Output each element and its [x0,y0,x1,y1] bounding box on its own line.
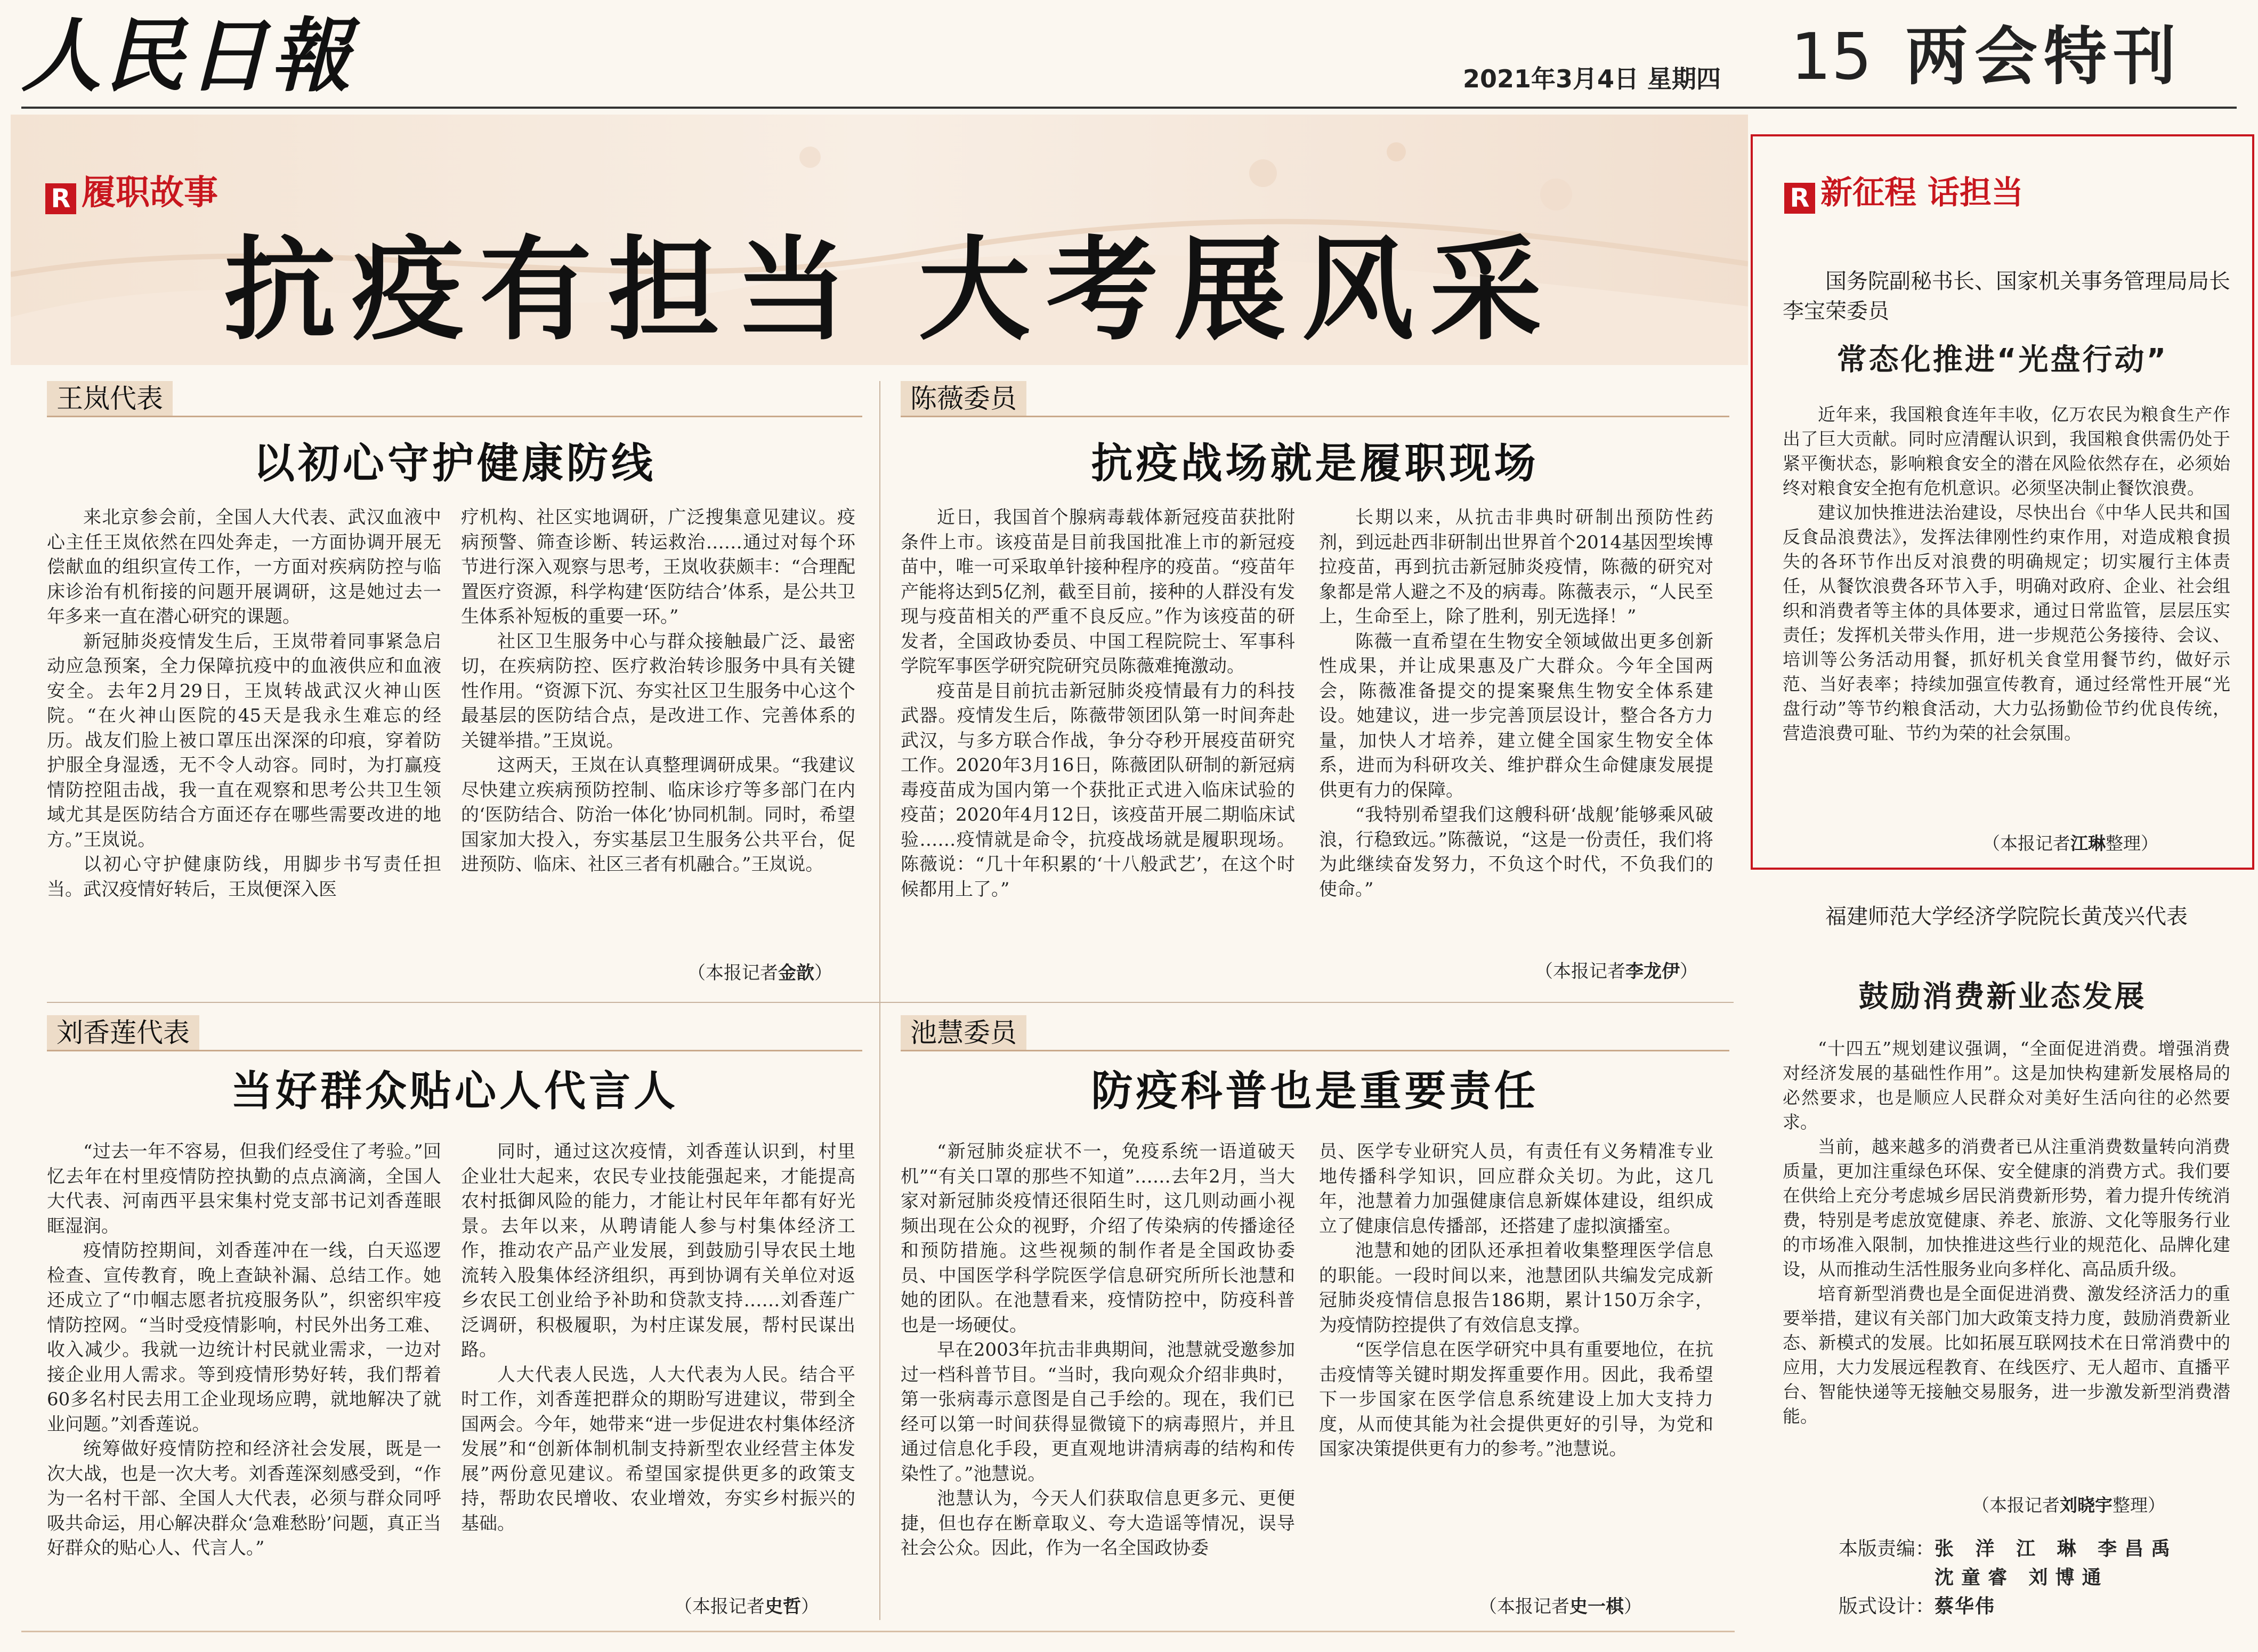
paragraph: 来北京参会前，全国人大代表、武汉血液中心主任王岚依然在四处奔走，一方面协调开展无偿献血的组织宣传工作，一方面对疾病防控与临床诊治有机衔接的问题开展调研，这是她过去一年多来一直在潜心研究的课题。 [47,507,441,627]
paragraph: 这两天，王岚在认真整理调研成果。“我建议尽快建立疾病预防控制、临床诊疗等多部门在内的‘医防结合、防治一体化’协同机制。同时，希望国家加大投入，夯实基层卫生服务公共平台，促进预防、临床、社区三者有机融合。”王岚说。 [461,755,855,875]
paragraph: 长期以来，从抗击非典时研制出预防性药剂，到远赴西非研制出世界首个2014基因型埃博拉疫苗，再到抗击新冠肺炎疫情，陈薇的研究对象都是常人避之不及的病毒。陈薇表示，“人民至上，生命至上，除了胜利，别无选择！” [1319,507,1713,627]
story-body-chihui-col1 [901,1139,1295,1619]
paragraph: 员、医学专业研究人员，有责任有义务精准专业地传播科学知识，回应群众关切。为此，这几年，池慧着力加强健康信息新媒体建设，组织成立了健康信息传播部，还搭建了虚拟演播室。 [1319,1141,1713,1237]
paragraph: 统筹做好疫情防控和经济社会发展，既是一次大战，也是一次大考。刘香莲深刻感受到，“作为一名村干部、全国人大代表，必须与群众同呼吸共命运，用心解决群众‘急难愁盼’问题，真正当好群众的贴心人、代言人。” [47,1438,441,1559]
story-body-chihui-col2 [1319,1139,1713,1576]
r-badge-icon: R [45,183,76,214]
reporter-name: 刘晓宇 [2060,1495,2113,1516]
feature-kicker [45,172,218,214]
newspaper-logo: 人民日報 [21,9,354,103]
paragraph: 疗机构、社区实地调研，广泛搜集意见建议。疫病预警、筛查诊断、转运救治……通过对每个环节进行深入观察与思考，王岚收获颇丰：“合理配置医疗资源，科学构建‘医防结合’体系，是公共卫生体系补短板的重要一环。” [461,507,855,627]
paragraph: 近日，我国首个腺病毒载体新冠疫苗获批附条件上市。该疫苗是目前我国批准上市的新冠疫苗中，唯一可采取单针接种程序的疫苗。“疫苗年产能将达到5亿剂，截至目前，接种的人群没有发现与疫苗相关的严重不良反应。”作为该疫苗的研发者，全国政协委员、中国工程院院士、军事科学院军事医学研究院研究员陈薇难掩激动。 [901,507,1295,677]
feature-headline: 抗疫有担当 大考展风采 [224,225,1558,355]
column-divider [879,381,880,1620]
reporter-name: 李龙伊 [1625,961,1680,982]
sidebar-story2-body [1783,1036,2230,1495]
section-divider [47,1002,1734,1003]
byline-sidebar1: （本报记者江琳整理） [1982,833,2158,854]
story-headline-liuxianglian: 当好群众贴心人代言人 [230,1067,678,1115]
paragraph: 人大代表人民选，人大代表为人民。结合平时工作，刘香莲把群众的期盼写进建议，带到全国两会。今年，她带来“进一步促进农村集体经济发展”和“创新体制机制支持新型农业经营主体发展”两份意见建议。希望国家提供更多的政策支持，帮助农民增收、农业增效，夯实乡村振兴的基础。 [461,1364,855,1534]
paragraph: 近年来，我国粮食连年丰收，亿万农民为粮食生产作出了巨大贡献。同时应清醒认识到，我国粮食供需仍处于紧平衡状态，影响粮食安全的潜在风险依然存在，必须始终对粮食安全抱有危机意识。必须坚决制止餐饮浪费。 [1783,404,2230,498]
story-body-wanglan-col2 [461,505,855,953]
byline-chihui: （本报记者史一棋） [1479,1596,1642,1617]
byline-chenwei: （本报记者李龙伊） [1535,961,1698,982]
sidebar-story2-headline: 鼓励消费新业态发展 [1858,979,2147,1014]
paragraph: 同时，通过这次疫情，刘香莲认识到，村里企业壮大起来，农民专业技能强起来，才能提高农村抵御风险的能力，才能让村民年年都有好光景。去年以来，从聘请能人参与村集体经济工作，推动农产品产业发展，到鼓励引导农民土地流转入股集体经济组织，再到协调有关单位对返乡农民工创业给予补助和贷款支持……刘香莲广泛调研，积极履职，为村庄谋发展，帮村民谋出路。 [461,1141,855,1361]
paragraph: “十四五”规划建议强调，“全面促进消费。增强消费对经济发展的基础性作用”。这是加快构建新发展格局的必然要求，也是顺应人民群众对美好生活向往的必然要求。 [1783,1038,2230,1132]
sidebar-story1-body [1783,402,2230,823]
sidebar-story2-intro: 福建师范大学经济学院院长黄茂兴代表 [1825,904,2188,929]
story-headline-chenwei: 抗疫战场就是履职现场 [1091,439,1539,488]
page-number: 15 [1791,20,1872,94]
paragraph: 培育新型消费也是全面促进消费、激发经济活力的重要举措，建议有关部门加大政策支持力度，鼓励消费新业态、新模式的发展。比如拓展互联网技术在日常消费中的应用，大力发展远程教育、在线医疗、无人超市、直播平台、智能快递等无接触交易服务，进一步激发新型消费潜能。 [1783,1283,2230,1427]
section-title: 两会特刊 [1905,20,2183,93]
story-tag-wanglan: 王岚代表 [47,381,173,416]
credits-editors-label: 本版责编： [1839,1538,1935,1560]
paragraph: 陈薇一直希望在生物安全领域做出更多创新性成果，并让成果惠及广大群众。今年全国两会，陈薇准备提交的提案聚焦生物安全体系建设。她建议，进一步完善顶层设计，整合各方力量，加快人才培养，建立健全国家生物安全体系，进而为科研攻关、维护群众生命健康发展提供更有力的保障。 [1319,630,1713,801]
paragraph: 当前，越来越多的消费者已从注重消费数量转向消费质量，更加注重绿色环保、安全健康的消费方式。我们要在供给上充分考虑城乡居民消费新形势，着力提升传统消费，特别是考虑放宽健康、养老、旅游、文化等服务行业的市场准入限制，加快推进这些行业的规范化、品牌化建设，从而推动生活性服务业向多样化、高品质升级。 [1783,1136,2230,1280]
story-body-liuxianglian-col2 [461,1139,855,1587]
reporter-name: 史一棋 [1569,1596,1624,1617]
feature-kicker-label: 履职故事 [82,173,218,213]
credits-design-label: 版式设计： [1839,1596,1935,1617]
tag-rule [901,1050,1729,1051]
story-body-chenwei-col1 [901,505,1295,990]
paragraph: 以初心守护健康防线，用脚步书写责任担当。武汉疫情好转后，王岚便深入医 [47,854,441,900]
story-headline-wanglan: 以初心守护健康防线 [253,439,656,488]
credits-designer: 蔡华伟 [1935,1596,1996,1617]
paragraph: 建议加快推进法治建设，尽快出台《中华人民共和国反食品浪费法》，发挥法律刚性约束作用，对造成粮食损失的各环节作出反对浪费的明确规定；切实履行主体责任，从餐饮浪费各环节入手，明确对政府、企业、社会组织和消费者等主体的具体要求，通过日常监管，层层压实责任；发挥机关带头作用，进一步规范公务接待、会议、培训等公务活动用餐，抓好机关食堂用餐节约，做好示范、当好表率；持续加强宣传教育，通过经常性开展“光盘行动”等节约粮食活动，大力弘扬勤俭节约优良传统，营造浪费可耻、节约为荣的社会氛围。 [1783,502,2230,743]
paragraph: 疫苗是目前抗击新冠肺炎疫情最有力的科技武器。疫情发生后，陈薇带领团队第一时间奔赴武汉，与多方联合作战，争分夺秒开展疫苗研究工作。2020年3月16日，陈薇团队研制的新冠病毒疫苗成为国内第一个获批正式进入临床试验的疫苗；2020年4月12日，该疫苗开展二期临床试验……疫情就是命令，抗疫战场就是履职现场。陈薇说：“几十年积累的‘十八般武艺’，在这个时候都用上了。” [901,680,1295,900]
credits-editors: 张 洋 江 琳 李昌禹 [1935,1538,2178,1560]
credits-editors-2: 沈童睿 刘博通 [1935,1567,2109,1589]
story-body-wanglan-col1 [47,505,441,995]
sidebar-kicker [1784,172,2024,214]
sidebar-kicker-label: 新征程 话担当 [1820,174,2024,212]
byline-liuxianglian: （本报记者史哲） [674,1596,819,1617]
sidebar-story1-headline: 常态化推进“光盘行动” [1836,343,2168,377]
sidebar-story1-intro: 国务院副秘书长、国家机关事务管理局局长李宝荣委员 [1783,269,2230,323]
bottom-rule [21,1631,1735,1632]
story-tag-chenwei: 陈薇委员 [901,381,1026,416]
story-tag-chihui: 池慧委员 [901,1015,1026,1050]
tag-rule [47,416,862,417]
paragraph: “医学信息在医学研究中具有重要地位，在抗击疫情等关键时期发挥重要作用。因此，我希望下一步国家在医学信息系统建设上加大支持力度，从而使其能为社会提供更好的引导，为党和国家决策提供更有力的参考。”池慧说。 [1319,1339,1713,1460]
masthead-rule [21,107,2237,109]
paragraph: 池慧认为，今天人们获取信息更多元、更便捷，但也存在断章取义、夸大造谣等情况，误导社会公众。因此，作为一名全国政协委 [901,1488,1295,1559]
paragraph: 疫情防控期间，刘香莲冲在一线，白天巡逻检查、宣传教育，晚上查缺补漏、总结工作。她还成立了“巾帼志愿者抗疫服务队”，织密织牢疫情防控网。“当时受疫情影响，村民外出务工难、收入减少。我就一边统计村民就业需求，一边对接企业用人需求。等到疫情形势好转，我们帮着60多名村民去用工企业现场应聘，就地解决了就业问题。”刘香莲说。 [47,1240,441,1435]
story-tag-liuxianglian: 刘香莲代表 [47,1015,199,1050]
paragraph: 早在2003年抗击非典期间，池慧就受邀参加过一档科普节目。“当时，我向观众介绍非典时，第一张病毒示意图是自己手绘的。现在，我们已经可以第一时间获得显微镜下的病毒照片，并且通过信息化手段，更直观地讲清病毒的结构和传染性了。”池慧说。 [901,1339,1295,1485]
byline-wanglan: （本报记者金歆） [687,962,832,984]
paragraph: “新冠肺炎症状不一，免疫系统一语道破天机”“有关口罩的那些不知道”……去年2月，当大家对新冠肺炎疫情还很陌生时，这几则动画小视频出现在公众的视野，介绍了传染病的传播途径和预防措施。这些视频的制作者是全国政协委员、中国医学科学院医学信息研究所所长池慧和她的团队。在池慧看来，疫情防控中，防疫科普也是一场硬仗。 [901,1141,1295,1336]
r-badge-icon: R [1784,183,1815,214]
issue-date: 2021年3月4日 星期四 [1463,64,1721,93]
tag-rule [47,1050,862,1051]
paragraph: 社区卫生服务中心与群众接触最广泛、最密切，在疾病防控、医疗救治转诊服务中具有关键性作用。“资源下沉、夯实社区卫生服务中心这个最基层的医防结合点，是改进工作、完善体系的关键举措。”王岚说。 [461,630,855,751]
paragraph: 新冠肺炎疫情发生后，王岚带着同事紧急启动应急预案，全力保障抗疫中的血液供应和血液安全。去年2月29日，王岚转战武汉火神山医院。“在火神山医院的45天是我永生难忘的经历。战友们脸上被口罩压出深深的印痕，穿着防护服全身湿透，无不令人动容。同时，为打赢疫情防控阻击战，我一直在观察和思考公共卫生领域尤其是医防结合方面还存在哪些需要改进的地方。”王岚说。 [47,630,441,851]
reporter-name: 江琳 [2070,833,2106,854]
story-headline-chihui: 防疫科普也是重要责任 [1091,1067,1539,1115]
paragraph: 池慧和她的团队还承担着收集整理医学信息的职能。一段时间以来，池慧团队共编发完成新冠肺炎疫情信息报告186期，累计150万余字，为疫情防控提供了有效信息支撑。 [1319,1240,1713,1336]
story-body-chenwei-col2 [1319,505,1713,953]
reporter-name: 史哲 [765,1596,801,1617]
paragraph: “我特别希望我们这艘科研‘战舰’能够乘风破浪，行稳致远。”陈薇说，“这是一份责任，我们将为此继续奋发努力，不负这个时代，不负我们的使命。” [1319,804,1713,900]
tag-rule [901,416,1729,417]
byline-sidebar2: （本报记者刘晓宇整理） [1972,1495,2165,1516]
story-body-liuxianglian-col1 [47,1139,441,1619]
reporter-name: 金歆 [778,962,814,984]
page-credits [1839,1535,2244,1621]
paragraph: “过去一年不容易，但我们经受住了考验。”回忆去年在村里疫情防控执勤的点点滴滴，全国人大代表、河南西平县宋集村党支部书记刘香莲眼眶湿润。 [47,1141,441,1237]
